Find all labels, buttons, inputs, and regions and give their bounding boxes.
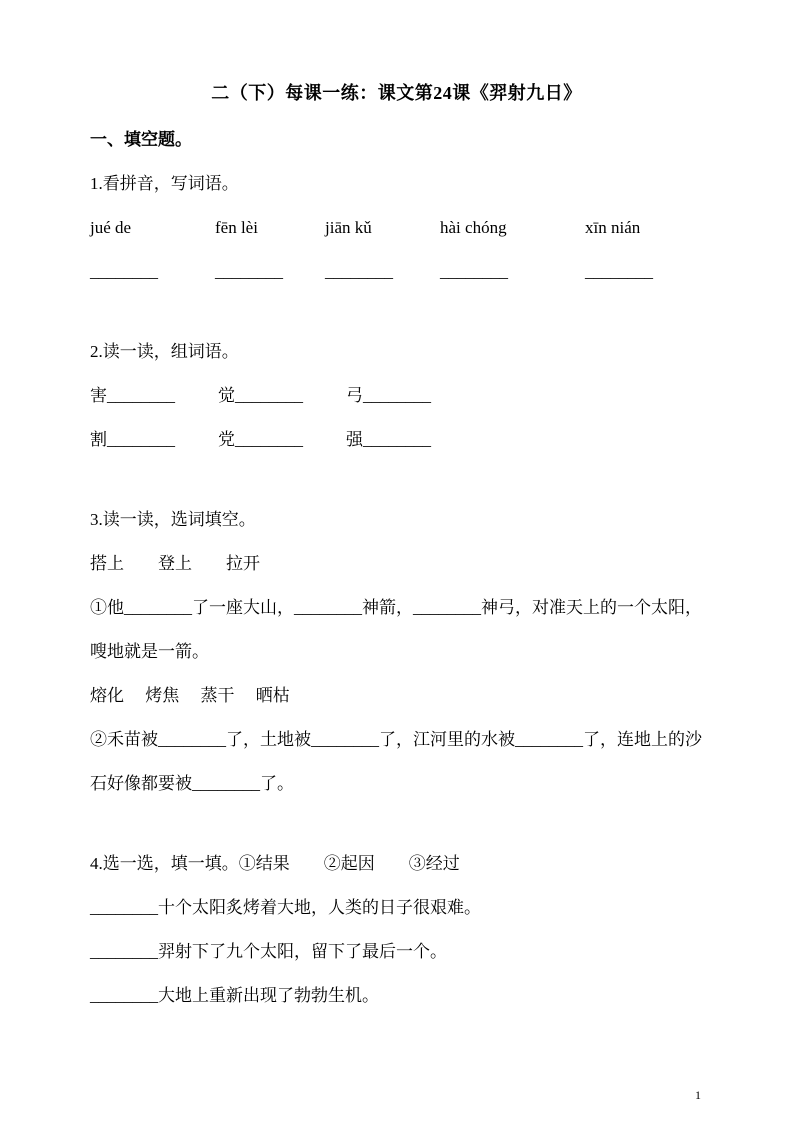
pinyin-item: jiān kǔ [325,218,372,237]
word-blank: 割________ [90,430,175,449]
answer-blank: ________ [90,262,158,281]
q2-row1 [90,374,703,418]
answer-blank: ________ [215,262,283,281]
q3-word-options-1: 搭上 登上 拉开 [90,554,260,573]
q3-sentence-2: ②禾苗被________了，土地被________了，江河里的水被________了，连地上的沙石好像都要被________了。 [90,730,702,793]
word-blank: 害________ [90,386,175,405]
q1-label: 1.看拼音，写词语。 [90,174,239,193]
q1-blanks-row [90,250,703,294]
page-number: 1 [695,1088,701,1102]
pinyin-item: hài chóng [440,218,507,237]
pinyin-item: xīn nián [585,218,641,237]
q3-sentence-1: ①他________了一座大山，________神箭，________神弓，对准天上的一个太阳，嗖地就是一箭。 [90,598,702,661]
section-heading: 一、填空题。 [90,130,192,149]
worksheet-title: 二（下）每课一练：课文第24课《羿射九日》 [211,83,582,103]
pinyin-item: jué de [90,218,132,237]
q4-item: ________大地上重新出现了勃勃生机。 [90,986,379,1005]
q4-item: ________十个太阳炙烤着大地，人类的日子很艰难。 [90,898,481,917]
word-blank: 弓________ [346,386,431,405]
answer-blank: ________ [440,262,508,281]
word-blank: 党________ [218,430,303,449]
q2-row2 [90,418,703,462]
q4-item: ________羿射下了九个太阳，留下了最后一个。 [90,942,447,961]
answer-blank: ________ [325,262,393,281]
word-blank: 强________ [346,430,431,449]
q4-label: 4.选一选，填一填。①结果 ②起因 ③经过 [90,854,460,873]
q3-word-options-2: 熔化 烤焦 蒸干 晒枯 [90,686,290,705]
q1-pinyin-row [90,206,703,250]
answer-blank: ________ [585,262,653,281]
q3-label: 3.读一读，选词填空。 [90,510,256,529]
pinyin-item: fēn lèi [215,218,258,237]
word-blank: 觉________ [218,386,303,405]
q2-label: 2.读一读，组词语。 [90,342,239,361]
